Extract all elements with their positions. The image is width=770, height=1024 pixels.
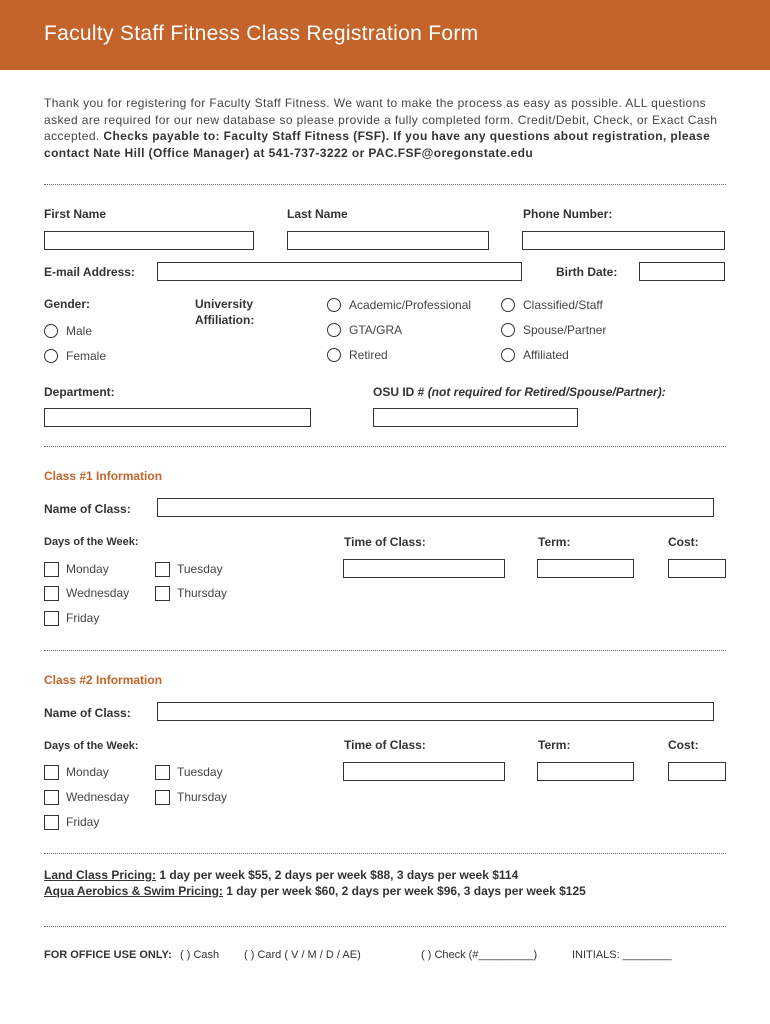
intro-plain: Thank you for registering for Faculty Staff Fitness. We want to make the process as easy as possible. ALL questions asked are required for our new database so please provide a fully completed form. Credit/Debit, Check, or Exact Cash accepted.	[44, 96, 718, 143]
last-name-field[interactable]	[287, 231, 489, 250]
land-pricing	[44, 868, 518, 882]
land-pricing-label: Land Class Pricing:	[44, 868, 157, 882]
office-initials: INITIALS: ________	[572, 949, 672, 961]
class1-thursday-checkbox[interactable]	[155, 586, 170, 601]
osu-id-label-text: OSU ID #	[373, 385, 428, 399]
office-check: ( ) Check (#_________)	[421, 949, 538, 961]
affiliation-gta-label: GTA/GRA	[349, 323, 403, 337]
affiliation-affiliated-label: Affiliated	[523, 348, 569, 362]
separator	[44, 184, 726, 185]
class1-thursday-label: Thursday	[177, 586, 228, 600]
first-name-field[interactable]	[44, 231, 254, 250]
gender-male-label: Male	[66, 324, 93, 338]
class2-cost-field[interactable]	[668, 762, 726, 781]
office-use-label: FOR OFFICE USE ONLY:	[44, 949, 172, 961]
osu-id-label	[373, 385, 666, 399]
class1-friday-checkbox[interactable]	[44, 611, 59, 626]
class1-tuesday-checkbox[interactable]	[155, 562, 170, 577]
affiliation-classified-label: Classified/Staff	[523, 298, 603, 312]
class2-thursday-checkbox[interactable]	[155, 790, 170, 805]
class2-tuesday-checkbox[interactable]	[155, 765, 170, 780]
osu-id-note: (not required for Retired/Spouse/Partner):	[427, 385, 666, 399]
gender-female-label: Female	[66, 349, 107, 363]
class2-wednesday-label: Wednesday	[66, 790, 130, 804]
phone-field[interactable]	[522, 231, 725, 250]
class1-cost-field[interactable]	[668, 559, 726, 578]
osu-id-field[interactable]	[373, 408, 578, 427]
affiliation-label-line1: University	[195, 297, 254, 311]
affiliation-classified-radio[interactable]	[501, 298, 515, 312]
class2-name-field[interactable]	[157, 702, 714, 721]
department-label: Department:	[44, 385, 115, 399]
affiliation-academic-label: Academic/Professional	[349, 298, 472, 312]
birth-date-field[interactable]	[639, 262, 725, 281]
class2-friday-checkbox[interactable]	[44, 815, 59, 830]
department-field[interactable]	[44, 408, 311, 427]
class1-name-label: Name of Class:	[44, 502, 131, 516]
class2-term-field[interactable]	[537, 762, 634, 781]
class2-days-label: Days of the Week:	[44, 740, 139, 752]
class1-time-field[interactable]	[343, 559, 505, 578]
office-card: ( ) Card ( V / M / D / AE)	[244, 949, 361, 961]
first-name-label: First Name	[44, 207, 107, 221]
class2-name-label: Name of Class:	[44, 706, 131, 720]
class2-thursday-label: Thursday	[177, 790, 228, 804]
class2-heading: Class #2 Information	[44, 673, 163, 687]
email-label: E-mail Address:	[44, 265, 135, 279]
birth-date-label: Birth Date:	[556, 265, 618, 279]
last-name-label: Last Name	[287, 207, 348, 221]
class2-monday-checkbox[interactable]	[44, 765, 59, 780]
class1-monday-label: Monday	[66, 562, 109, 576]
class1-heading: Class #1 Information	[44, 469, 163, 483]
class1-term-label: Term:	[538, 535, 571, 549]
separator	[44, 446, 726, 447]
affiliation-spouse-label: Spouse/Partner	[523, 323, 607, 337]
class2-time-label: Time of Class:	[344, 738, 426, 752]
affiliation-affiliated-radio[interactable]	[501, 348, 515, 362]
class2-term-label: Term:	[538, 738, 571, 752]
class2-monday-label: Monday	[66, 765, 109, 779]
affiliation-academic-radio[interactable]	[327, 298, 341, 312]
class1-friday-label: Friday	[66, 611, 100, 625]
class2-cost-label: Cost:	[668, 738, 699, 752]
affiliation-retired-label: Retired	[349, 348, 388, 362]
class2-wednesday-checkbox[interactable]	[44, 790, 59, 805]
separator	[44, 853, 726, 854]
separator	[44, 926, 726, 927]
affiliation-gta-radio[interactable]	[327, 323, 341, 337]
affiliation-label-line2: Affiliation:	[195, 313, 255, 327]
office-cash: ( ) Cash	[180, 949, 220, 961]
form-title: Faculty Staff Fitness Class Registration Form	[44, 22, 479, 45]
intro-bold: Checks payable to: Faculty Staff Fitness (FSF). If you have any questions about registration, please contact Nate Hill (Office Manager) at 541-737-3222 or PAC.FSF@oregonstate.edu	[44, 129, 711, 160]
aqua-pricing-label: Aqua Aerobics & Swim Pricing:	[44, 884, 223, 898]
email-field[interactable]	[157, 262, 522, 281]
class2-time-field[interactable]	[343, 762, 505, 781]
class1-tuesday-label: Tuesday	[177, 562, 223, 576]
class2-tuesday-label: Tuesday	[177, 765, 223, 779]
separator	[44, 650, 726, 651]
gender-female-radio[interactable]	[44, 349, 58, 363]
class1-wednesday-label: Wednesday	[66, 586, 130, 600]
intro-text	[44, 95, 734, 161]
class1-term-field[interactable]	[537, 559, 634, 578]
class2-friday-label: Friday	[66, 815, 100, 829]
gender-male-radio[interactable]	[44, 324, 58, 338]
class1-time-label: Time of Class:	[344, 535, 426, 549]
class1-cost-label: Cost:	[668, 535, 699, 549]
class1-wednesday-checkbox[interactable]	[44, 586, 59, 601]
land-pricing-text: 1 day per week $55, 2 days per week $88, 3 days per week $114	[156, 868, 519, 882]
aqua-pricing	[44, 884, 586, 898]
affiliation-spouse-radio[interactable]	[501, 323, 515, 337]
affiliation-retired-radio[interactable]	[327, 348, 341, 362]
phone-label: Phone Number:	[523, 207, 613, 221]
aqua-pricing-text: 1 day per week $60, 2 days per week $96, 3 days per week $125	[222, 884, 586, 898]
gender-label: Gender:	[44, 297, 91, 311]
class1-name-field[interactable]	[157, 498, 714, 517]
class1-days-label: Days of the Week:	[44, 536, 139, 548]
class1-monday-checkbox[interactable]	[44, 562, 59, 577]
